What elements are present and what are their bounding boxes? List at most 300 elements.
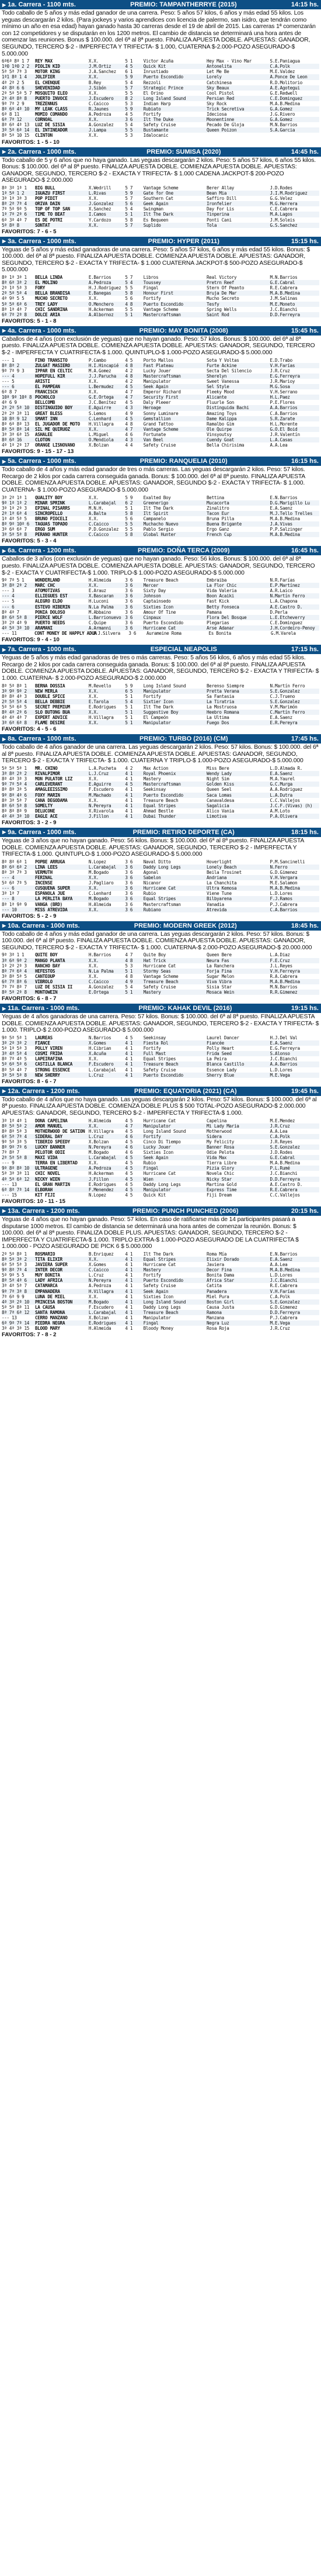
entry-horse: TAGUAS TOPADO bbox=[34, 521, 68, 527]
entry-horse: BELLA BRANDISA bbox=[34, 291, 70, 296]
entry-weight: 5 9 bbox=[125, 74, 133, 80]
entry-jockey: C.Caicco bbox=[88, 532, 109, 538]
table-row bbox=[2, 583, 319, 588]
entries-list bbox=[0, 58, 321, 138]
race-prize: PREMIO: EQUATORIA (2021) (CA) bbox=[134, 1087, 237, 1095]
entry-jockey: X.X. bbox=[88, 516, 99, 521]
entry-trainer: D.G.Marigillo Lu bbox=[270, 500, 310, 506]
entry-form: 8ª 3ª 5ª 7 bbox=[2, 797, 27, 803]
entry-age: Daddy Long Legs bbox=[143, 864, 181, 870]
entry-age: Puerto Escondido bbox=[143, 74, 183, 80]
entry-horse: FRANCISCH bbox=[34, 389, 58, 395]
entry-jockey: F.Escudero bbox=[88, 1304, 114, 1310]
entry-weight: 5 1 bbox=[125, 58, 133, 64]
entry-jockey: H.Ackerman bbox=[88, 1171, 114, 1177]
entry-jockey: A.Gonzalez bbox=[88, 984, 114, 990]
entry-trainer: R.D.Molitorio bbox=[270, 79, 303, 85]
table-row bbox=[2, 1187, 319, 1192]
entry-form: 6ª 7ª 2ª 8 bbox=[2, 312, 27, 317]
race-header bbox=[0, 0, 321, 9]
entry-jockey: O.Mendiola bbox=[88, 437, 114, 442]
table-row bbox=[2, 766, 319, 771]
race-header bbox=[0, 147, 321, 157]
entry-pedigree: Es Bonita bbox=[208, 631, 231, 637]
entry-age: Dubai Thunder bbox=[143, 813, 176, 819]
entry-jockey: C.Lenhard bbox=[88, 416, 111, 421]
entry-pedigree: Vanadia bbox=[207, 901, 224, 907]
entry-weight: 4 2 bbox=[125, 766, 133, 772]
entry-pedigree: Spring Wells bbox=[207, 306, 237, 312]
entry-pedigree: Fleeky Mood bbox=[207, 389, 235, 395]
entries-list bbox=[0, 495, 321, 538]
table-row bbox=[2, 798, 319, 803]
table-row bbox=[2, 74, 319, 79]
entry-weight: 5 5 bbox=[125, 127, 133, 133]
entry-age: Nicanor bbox=[143, 880, 161, 886]
entry-horse: CASTILLA BLANCA bbox=[34, 1061, 73, 1067]
table-row bbox=[2, 620, 319, 625]
table-row bbox=[2, 1155, 319, 1160]
table-row bbox=[2, 1273, 319, 1278]
table-row bbox=[2, 715, 319, 720]
entry-age: Fast Plateau bbox=[143, 362, 173, 368]
entry-form: --- 4 bbox=[2, 593, 15, 599]
entry-horse: PERANO HUNTER bbox=[34, 532, 68, 538]
race-conditions: Yeguas de 5 años y más edad ganadoras de tres o más carreras. Peso: 5 años 56 kilos, 6 años y más edad 55 kilos. Recargo de 2 kilos por cada carrera conseguida ganada. Bonus: $ 100.000. del 6ª al 8ª puesto. FINALIZA APUESTA DOBLE. COMIENZA APUESTA DOBLE. APUESTAS: GANADOR, SEGUNDO, TERCERO $-2 - EXACTA Y TRIFECTA- $ 1.000. CUATERNA- $ 2.000-POZO ASEGURADO-$ 2.000.000 bbox=[2, 655, 319, 682]
entry-jockey: X.X. bbox=[88, 1056, 99, 1062]
entry-jockey: L.Carabajal bbox=[88, 864, 116, 870]
race-prize: PREMIO: DOÑA TERCA (2009) bbox=[138, 547, 230, 555]
entry-trainer: J.C.F.(Vivas) (h) bbox=[270, 803, 313, 808]
table-row bbox=[2, 1051, 319, 1056]
entry-weight: 4 8 bbox=[125, 973, 133, 979]
entry-age: Puerto Escondido bbox=[143, 620, 183, 625]
entry-horse: AMAGLEEISSIMO bbox=[34, 787, 68, 793]
table-row bbox=[2, 1073, 319, 1078]
entry-pedigree: Sota Y Voltas bbox=[207, 357, 239, 363]
entry-form: 3ª 5ª 6ª 14 bbox=[2, 127, 29, 133]
entry-trainer: M.A.Lagos bbox=[270, 212, 292, 217]
entry-weight: 5 6 bbox=[125, 201, 133, 207]
entry-trainer: P.J.Cabrera bbox=[270, 901, 298, 907]
entry-pedigree: Boston Girl bbox=[207, 1299, 235, 1305]
entry-horse: SOMELTY bbox=[34, 803, 53, 808]
entry-age: Hurricane Cat bbox=[143, 1171, 176, 1177]
entry-jockey: A.Gonzalez bbox=[88, 122, 114, 128]
table-row bbox=[2, 1150, 319, 1155]
entry-pedigree: Golden Kiss bbox=[207, 782, 235, 787]
entry-form: --- 11 bbox=[2, 631, 17, 637]
entry-form: 6ª 3ª 4ª 7 bbox=[2, 217, 27, 223]
table-row bbox=[2, 1067, 319, 1073]
entry-weight: 4 5 bbox=[125, 416, 133, 421]
race-header bbox=[0, 645, 321, 654]
table-row bbox=[2, 516, 319, 521]
entry-age: Lucky Jouer bbox=[143, 1144, 171, 1150]
entry-jockey: J.Pagliaro bbox=[88, 880, 114, 886]
race-prize: PREMIO: RETIRO DEPORTE (CA) bbox=[132, 828, 235, 836]
table-row bbox=[2, 122, 319, 127]
entry-jockey: L.Carabajal bbox=[88, 1309, 116, 1315]
entry-age: Fortify bbox=[143, 296, 161, 302]
entry-trainer: M.N.Barrios bbox=[270, 275, 298, 281]
entry-horse: DOUBLE SPICE bbox=[34, 693, 65, 699]
entry-jockey: L.Carabajal bbox=[88, 1155, 116, 1161]
entry-horse: SMART INN bbox=[34, 416, 58, 421]
entry-horse: FORY bbox=[34, 285, 46, 291]
entry-weight: 4 1 bbox=[125, 787, 133, 793]
entry-jockey: E.Arauz bbox=[88, 588, 106, 594]
entry-weight: 5 4 bbox=[125, 984, 133, 990]
entry-weight: 8 2 bbox=[125, 95, 133, 101]
entry-jockey: M.A.Gomez bbox=[88, 368, 111, 374]
table-row bbox=[2, 588, 319, 593]
entry-trainer: A.R.Laico bbox=[270, 588, 292, 594]
table-row bbox=[2, 1283, 319, 1288]
entry-weight: 4 4 bbox=[125, 442, 133, 448]
entry-horse: DONA CAPELINA bbox=[34, 1118, 68, 1123]
entry-jockey: N.La Palma bbox=[88, 604, 114, 610]
race-prize: PREMIO: TURBO (2016) (CM) bbox=[139, 735, 228, 743]
table-row bbox=[2, 793, 319, 798]
table-row bbox=[2, 191, 319, 196]
entry-horse: MUCHO SECRETO bbox=[34, 296, 68, 302]
table-row bbox=[2, 891, 319, 896]
race-header bbox=[0, 828, 321, 837]
entry-form: 6ª 8ª 7ª 14 bbox=[2, 1187, 29, 1192]
entry-form: 4ª 6 9 bbox=[2, 400, 17, 406]
entry-form: 8ª 4ª 2ª 6 bbox=[2, 709, 27, 715]
table-row bbox=[2, 302, 319, 307]
entry-pedigree: Nicky Star bbox=[207, 1176, 232, 1182]
entry-jockey: H.Barrios bbox=[88, 952, 111, 958]
entry-jockey: X.X. bbox=[88, 720, 99, 726]
favorites: FAVORITOS: 8 - 6 - 7 bbox=[2, 1078, 57, 1085]
entry-horse: DELUCONE bbox=[34, 808, 55, 814]
entry-pedigree: Let Me Be bbox=[207, 69, 229, 75]
entry-horse: MOTOR KING bbox=[34, 69, 60, 75]
entry-pedigree: Boon Acaiki bbox=[207, 593, 235, 599]
race-conditions: Yeguas de 4 años que no hayan ganado. Peso: 57 kilos. En caso de ratificarse más de 14 participantes pasará a disputarse 1000 metros. El cambio de distancia se determinará una hora antes de comenzar la reunión. Bonus: $ 100.000. del 6ª al 8ª puesto. FINALIZA DOBLE PLUS. APUESTAS: GANADOR, SEGUNDO, TERCERO $-2 - IMPERFECTA Y CUATRIFECTA-$ 1.000. TRIPLO EXTRA-$ 1.000-POZO ASEGURADO DE LA CUATRIFECTA $ 1.000.000 - POZO ASEGURADO DE PICK 6 $ 5.000.000 bbox=[2, 1216, 299, 1250]
entry-horse: NICKY WIEN bbox=[34, 1176, 60, 1182]
entry-horse: LA PERLITA BAYA bbox=[34, 896, 73, 902]
entry-age: Suplido bbox=[143, 222, 161, 228]
entry-weight: 5 5 bbox=[125, 521, 133, 527]
entry-horse: NEW MERLA bbox=[34, 688, 58, 694]
entry-trainer: M.A.Yaurel bbox=[270, 776, 295, 782]
entry-form: --- 6 bbox=[2, 384, 15, 390]
entry-horse: SHEVENIDAD bbox=[34, 85, 60, 91]
entry-age: El Orino bbox=[143, 90, 163, 96]
entry-horse: EL GRAN MARTIN bbox=[34, 1181, 70, 1187]
entry-form: 5ª 8ª 8 bbox=[2, 222, 19, 228]
entry-pedigree: Pamana bbox=[207, 609, 222, 615]
entry-form: 2ª 5ª 5ª 5 7 bbox=[2, 90, 32, 96]
entry-pedigree: Queen Bere bbox=[207, 952, 232, 958]
entry-pedigree: Moonentinne bbox=[207, 117, 235, 123]
entry-weight: 4 5 bbox=[125, 782, 133, 787]
entry-trainer: R.E.Cabrera bbox=[270, 1283, 298, 1289]
entry-jockey: X.X. bbox=[88, 117, 99, 123]
entry-jockey: I.Camos bbox=[88, 212, 106, 217]
entry-form: 5ª 5ª 5ª 1 bbox=[2, 766, 27, 772]
entry-trainer: C.C.Vallejos bbox=[270, 1192, 300, 1198]
race-time: 16:15 hs. bbox=[291, 458, 319, 465]
entry-jockey: M.Bogado bbox=[88, 1150, 109, 1156]
entry-weight: 3 6 bbox=[125, 609, 133, 615]
table-row bbox=[2, 1139, 319, 1144]
entry-form: 9ª 3ª 1 1 bbox=[2, 952, 25, 958]
entry-form: 2ª 5ª 5ª 4 bbox=[2, 699, 27, 704]
entry-horse: LADY AFRICA bbox=[34, 1278, 62, 1284]
entry-form: 8ª 6ª 5ª 8 bbox=[2, 803, 27, 808]
entry-pedigree: Zinalitro bbox=[207, 505, 229, 511]
entry-pedigree: Sidera bbox=[207, 1133, 222, 1139]
race-section bbox=[0, 0, 321, 147]
entry-weight: 5 9 bbox=[125, 683, 133, 689]
entry-pedigree: La Ultima bbox=[207, 715, 229, 721]
entry-weight: 4 1 bbox=[125, 1251, 133, 1257]
entry-jockey: M.Machado bbox=[88, 792, 111, 798]
entry-pedigree: Sky Beaux bbox=[207, 85, 229, 91]
race-conditions: Todo caballo de 5 y 6 años que no haya ganado. Las yeguas descargarán 2 kilos. Peso: 5 años 57 kilos, 6 años 55 kilos. Bonus: $ 100.000. del 6ª al 8ª puesto. FINALIZA APUESTA DOBLE. COMIENZA APUESTA DOBLE. APUESTAS: GANADOR, SEGUNDO, TERCERO $-2 - EXACTA Y TRIFECTA- $ 1.000 CADENA JACKPOT-$ 200-POZO ASEGURADO-$ 2.000.000 bbox=[2, 157, 316, 184]
entry-jockey: P.Cambo bbox=[88, 357, 106, 363]
entry-weight: 4 5 bbox=[125, 1128, 133, 1134]
entry-jockey: L.Miguel bbox=[88, 431, 109, 437]
table-row bbox=[2, 437, 319, 442]
entry-weight: 3 6 bbox=[125, 891, 133, 897]
entry-jockey: J.Fillon bbox=[88, 813, 109, 819]
entry-jockey: N.Pereyra bbox=[88, 1278, 111, 1284]
entry-form: 8ª 4ª 7 bbox=[2, 609, 19, 615]
table-row bbox=[2, 782, 319, 787]
entry-horse: ORIVA DAIN bbox=[34, 201, 60, 207]
entry-pedigree: Distinguida Bachi bbox=[207, 405, 249, 411]
race-label: 11a. Carrera - 1000 mts. bbox=[8, 1005, 80, 1012]
entry-pedigree: Pecado De Gloja bbox=[207, 122, 245, 128]
entry-weight: 6 1 bbox=[125, 69, 133, 75]
entry-trainer: R.R.Gimenez bbox=[270, 990, 298, 995]
table-row bbox=[2, 599, 319, 604]
entry-age: Long Island Sound bbox=[143, 1128, 186, 1134]
entry-weight: 4 5 bbox=[125, 1166, 133, 1171]
entry-trainer: L.D.Lores bbox=[270, 1273, 292, 1278]
entry-pedigree: Viva Vibra bbox=[207, 978, 232, 984]
entry-horse: TERRA EN LIBERTAD bbox=[34, 1160, 78, 1166]
entry-trainer: M.G.Sosa bbox=[270, 384, 290, 390]
race-label: 9a. Carrera - 1000 mts. bbox=[8, 828, 76, 836]
entry-pedigree: Tesfy bbox=[207, 301, 219, 307]
entry-trainer: J.R.Valentín bbox=[270, 431, 300, 437]
entry-trainer: C.E.Cabrera bbox=[270, 206, 298, 212]
entry-age: Swingman bbox=[143, 206, 163, 212]
entry-weight: 4 1 bbox=[125, 1040, 133, 1046]
entry-pedigree: My Felicity bbox=[207, 1139, 235, 1144]
entry-age: Seek Again bbox=[143, 384, 169, 390]
entry-jockey: J.J.Parucha bbox=[88, 373, 116, 379]
entry-jockey: M.Abbaino bbox=[88, 609, 111, 615]
race-conditions: Todo caballo de 5 años y más edad ganador de una carrera. Peso: 5 años 57 kilos, 6 años y más edad 55 kilos. Los yeguas descargarán 2 kilos. (Para jockeys y varios aprendices con licencia de palermo, san isidro, que tendrán como mínimo un año en esa edad) hayan ganado hasta 30 carreras desde el 19 de abril de 2015. Las carreras 1ª comenzarán con 12 competidores y se disputarán en los 1200 metros. El cambio de distancia se determinará una hora antes de comenzar las reuniones. Bonus $ 100.000. del 6ª al 8ª puesto. FINALIZA APUESTA DOBLE. APUESTAS: GANADOR, SEGUNDO, TERCERO $-2 - IMPERFECTA Y TRIFECTA- $ 1.000, CUATERNA $-2.000-POZO ASEGURADO-$ 5.000.000 bbox=[2, 10, 316, 57]
entry-horse: EL INTINEADOR bbox=[34, 127, 68, 133]
entry-jockey: L.Carabajal bbox=[88, 500, 116, 506]
entry-form: 5ª 6ª 5ª 6 bbox=[2, 1061, 27, 1067]
race-header bbox=[0, 1087, 321, 1096]
table-row bbox=[2, 133, 319, 138]
table-row bbox=[2, 389, 319, 395]
entry-weight: 3 6 bbox=[125, 593, 133, 599]
entry-horse: SANTA RAMONA bbox=[34, 1309, 65, 1315]
entry-weight: 5 9 bbox=[125, 495, 133, 500]
entry-form: 7ª 6ª 9 9 bbox=[2, 1294, 25, 1299]
entry-pedigree: La Mostruosa bbox=[207, 704, 237, 710]
table-row bbox=[2, 1123, 319, 1129]
entry-jockey: F.Escudero bbox=[88, 787, 114, 793]
entry-horse: MISS ATREVIDA bbox=[34, 907, 68, 912]
entry-age: Ilt The Dark bbox=[143, 212, 173, 217]
entry-jockey: X.Gomes bbox=[88, 1262, 106, 1268]
entry-age: Lucky Jouer bbox=[143, 368, 171, 374]
race-prize: PREMIO: PUNCH PUNCHED (2006) bbox=[132, 1207, 239, 1215]
entry-form: 8ª 8ª 6ª 1 bbox=[2, 859, 27, 865]
table-row bbox=[2, 593, 319, 599]
entry-jockey: M.Bogado bbox=[88, 869, 109, 875]
entry-pedigree: Bonita Dama bbox=[207, 1273, 235, 1278]
entry-form: 5ª 5ª 6ª 5 bbox=[2, 704, 27, 710]
entry-pedigree: Hey Max - Vino Mar bbox=[207, 58, 252, 64]
entry-horse: GREAT BLESS bbox=[34, 410, 62, 416]
table-row bbox=[2, 212, 319, 217]
entry-jockey: E.Banegas bbox=[88, 291, 111, 296]
entry-age: Mastercraftsman bbox=[143, 782, 181, 787]
entry-jockey: E.Rodrigues bbox=[88, 1181, 116, 1187]
entry-weight: 4 5 bbox=[125, 1155, 133, 1161]
entry-form: 8ª 6ª 6ª 2 bbox=[2, 864, 27, 870]
entry-age: Manipulator bbox=[143, 720, 171, 726]
entry-pedigree: Saca Lomas bbox=[207, 792, 232, 798]
entry-weight: 5 7 bbox=[125, 85, 133, 91]
race-conditions: Yeguas de 3 años que no hayan ganado. Peso: 56 kilos. Bonus: $ 100.000. del 6ª al 8ª puesto. FINALIZA APUESTA DOBLE. COMIENZA APUESTA DOBLE. APUESTAS: GANADOR, SEGUNDO, TERCERO $-2 - IMPERFECTA Y TRIFECTA-$ 1.000. QUINTUPLO-$ 1.000-POZO ASEGURADO-$ 5.000.000 bbox=[2, 837, 304, 858]
entry-trainer: E.R.Pereyra bbox=[270, 720, 298, 726]
entry-weight: 4 3 bbox=[125, 405, 133, 411]
entry-pedigree: Capelina bbox=[207, 1118, 227, 1123]
entry-age: Manipulator bbox=[143, 1123, 171, 1129]
table-row bbox=[2, 432, 319, 437]
entry-pedigree: Alicante bbox=[207, 395, 227, 400]
entry-trainer: J.R.Cruz bbox=[270, 368, 290, 374]
entry-weight: 4 1 bbox=[125, 1326, 133, 1332]
entry-jockey: X.Bolzan bbox=[88, 442, 109, 448]
entry-weight: 5 5 bbox=[125, 306, 133, 312]
entry-age: Puerto Escondido bbox=[143, 301, 183, 307]
entry-age: Sabelon bbox=[143, 875, 161, 881]
entry-jockey: H.Almeida bbox=[88, 1326, 111, 1332]
entry-age: Ahmad Bestle bbox=[143, 808, 173, 814]
entry-age: Fortunate bbox=[143, 431, 166, 437]
race-time: 15:15 hs. bbox=[291, 237, 319, 245]
entry-pedigree: Ultra Kemosa bbox=[207, 886, 237, 891]
entry-weight: 4 5 bbox=[125, 1176, 133, 1182]
entry-jockey: J.Gonzalez bbox=[88, 201, 114, 207]
entry-trainer: P.P.Salzinger bbox=[270, 527, 303, 533]
entry-jockey: X.X. bbox=[88, 907, 99, 912]
entry-age: Mercer bbox=[143, 583, 159, 589]
entry-age: Southern Cat bbox=[143, 196, 173, 202]
entry-age: Vantage Scheme bbox=[143, 185, 179, 191]
entry-trainer: M.A.B.Medina bbox=[270, 532, 300, 538]
entry-weight: 4 8 bbox=[125, 421, 133, 427]
table-row bbox=[2, 411, 319, 416]
entry-form: 8ª 5ª 10 15 bbox=[2, 133, 29, 139]
entry-horse: WONDERLAND bbox=[34, 578, 60, 583]
entry-form: 8ª 6ª 8ª 13 bbox=[2, 421, 29, 427]
entry-trainer: N.Martín Ferro bbox=[270, 683, 305, 689]
entry-horse: VIBROLO bbox=[34, 978, 53, 984]
entry-trainer: S.E.Gonzalez bbox=[270, 1299, 300, 1305]
table-row bbox=[2, 896, 319, 901]
entry-pedigree: Mi Lady Maria bbox=[207, 1123, 239, 1129]
table-row bbox=[2, 1267, 319, 1273]
entry-form: 8ª 5ª 4ª 7 bbox=[2, 1067, 27, 1073]
table-row bbox=[2, 990, 319, 995]
entry-trainer: M.A.B.Medina bbox=[270, 291, 300, 296]
entry-age: Daly Pleeer bbox=[143, 400, 171, 406]
entry-trainer: F.E.Cruz bbox=[270, 957, 290, 963]
entry-horse: MOMIO COMANDO bbox=[34, 112, 68, 117]
entry-weight: 4 3 bbox=[125, 437, 133, 442]
entry-horse: TOP OF TOP SAN bbox=[34, 206, 70, 212]
entry-form: 3ª 5ª 5ª 8 bbox=[2, 532, 27, 538]
entry-trainer: J.C.Bianchi bbox=[270, 306, 298, 312]
entry-trainer: A.E.Agotegui bbox=[270, 85, 300, 91]
entry-age: Quick Kit bbox=[143, 1192, 166, 1198]
entry-pedigree: Sugar Melon bbox=[207, 973, 235, 979]
entry-jockey: B.Rey bbox=[88, 79, 102, 85]
entry-horse: PIOLIN KID bbox=[34, 64, 60, 70]
entry-weight: 4 6 bbox=[125, 1144, 133, 1150]
entry-weight: 4 1 bbox=[125, 808, 133, 814]
entry-pedigree: Saint Rod bbox=[207, 312, 229, 317]
entry-trainer: H.J.Del Val bbox=[270, 1035, 298, 1040]
entry-form: 8ª 9ª 7ª 6 bbox=[2, 1144, 27, 1150]
entry-trainer: M.A.B.Medina bbox=[270, 978, 300, 984]
entry-age: Puerto Escondido bbox=[143, 792, 183, 798]
entry-pedigree: Lonely Beach bbox=[207, 864, 237, 870]
entry-jockey: E.Rodrigues bbox=[88, 1320, 116, 1326]
entry-horse: BELLCOMB bbox=[34, 400, 55, 406]
entry-trainer: L.D.Almada R. bbox=[270, 766, 303, 772]
entry-age: Sixtier Icon bbox=[143, 699, 173, 704]
entry-weight: 4 1 bbox=[125, 1320, 133, 1326]
entry-pedigree: Amazing Toys bbox=[207, 410, 237, 416]
entry-trainer: E.G.Ferreyra bbox=[270, 1046, 300, 1052]
entry-weight: 4 1 bbox=[125, 803, 133, 808]
entry-pedigree: Fast Kick bbox=[207, 599, 229, 604]
entry-age: Quite Boy bbox=[143, 952, 166, 958]
entry-jockey: X.X. bbox=[88, 296, 99, 302]
entry-trainer: J.I.M.Rodriguez bbox=[270, 191, 308, 196]
entry-horse: ELBORAH bbox=[34, 1187, 53, 1192]
race-time: 20:15 hs. bbox=[291, 1207, 319, 1215]
entry-jockey: L.Barrionuevo bbox=[88, 614, 121, 620]
entry-form: 3ª 6ª 6ª 7 bbox=[2, 527, 27, 533]
entry-trainer: M.E.Vega bbox=[270, 1320, 290, 1326]
entry-trainer: V.H.Serrano bbox=[270, 389, 298, 395]
entry-weight: 4 6 bbox=[125, 1150, 133, 1156]
table-row bbox=[2, 699, 319, 704]
entry-horse: BIG BULL bbox=[34, 185, 55, 191]
entry-age: Wien bbox=[143, 1176, 153, 1182]
entry-pedigree: Banner Rosa bbox=[207, 1144, 235, 1150]
